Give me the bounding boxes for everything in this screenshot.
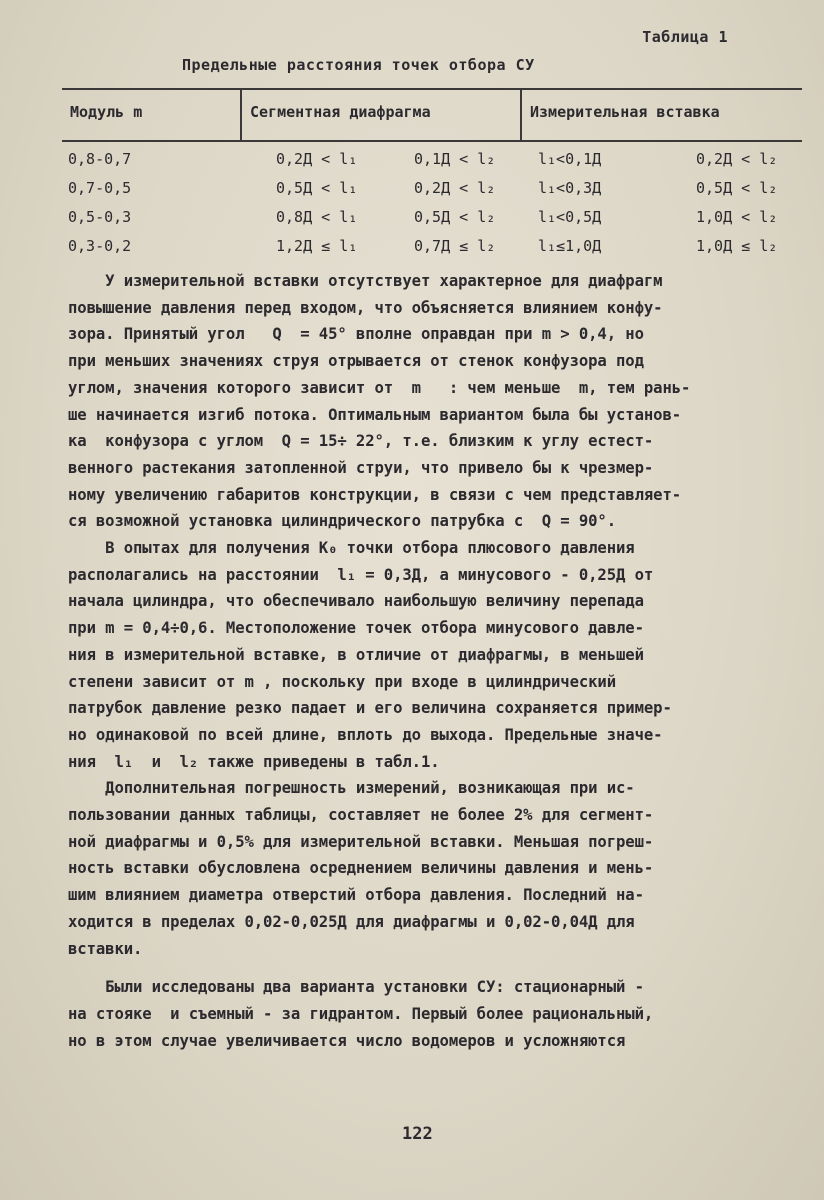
body-text — [68, 268, 798, 1054]
table-cell: 0,5Д < l₁ — [276, 179, 358, 197]
table-cell: 0,5Д < l₂ — [696, 179, 778, 197]
table-cell: 0,2Д < l₂ — [414, 179, 496, 197]
header-measuring-insert: Измерительная вставка — [520, 90, 802, 140]
table-row — [68, 179, 798, 208]
table-cell: 1,0Д ≤ l₂ — [696, 237, 778, 255]
paragraph: Дополнительная погрешность измерений, возникающая при ис- пользовании данных таблицы, составляет не более 2% для сегмент- ной диафрагмы и 0,5% для измерительной вставки. Меньшая погреш- ность вставки обусловлена осреднением величины давления и мень- шим влиянием диаметра отверстий отбора давления. Последний на- ходится в пределах 0,02-0,025Д для диафрагмы и 0,02-0,04Д для вставки. — [68, 779, 654, 958]
header-segment-diaphragm: Сегментная диафрагма — [240, 90, 520, 140]
paragraph: Были исследованы два варианта установки СУ: стационарный - на стояке и съемный - за гидрантом. Первый более рациональный, но в этом случае увеличивается число водомеров и усложняются — [68, 978, 654, 1050]
header-module: Модуль m — [70, 103, 143, 121]
table-cell: l₁<0,3Д — [538, 179, 602, 197]
table-header — [62, 88, 802, 142]
table-row — [68, 208, 798, 237]
table-cell: l₁≤1,0Д — [538, 237, 602, 255]
table-cell: l₁<0,1Д — [538, 150, 602, 168]
table-cell: 0,5Д < l₂ — [414, 208, 496, 226]
module-cell: 0,7-0,5 — [68, 179, 132, 197]
paragraph: У измерительной вставки отсутствует характерное для диафрагм повышение давления перед входом, что объясняется влиянием конфу- зора. Принятый угол Q = 45° вполне оправдан при m > 0,4, но при меньших значениях струя отрывается от стенок конфузора под углом, значения которого зависит от m : чем меньше m, тем рань- ше начинается изгиб потока. Оптимальным вариантом была бы установ- ка конфузора с углом Q = 15÷ 22°, т.е. близким к углу естест- венного растекания затопленной струи, что привело бы к чрезмер- ному увеличению габаритов конструкции, в связи с чем представляет- ся возможной установка цилиндрического патрубка с Q = 90°. — [68, 272, 691, 531]
table-cell: 1,0Д < l₂ — [696, 208, 778, 226]
module-cell: 0,5-0,3 — [68, 208, 132, 226]
table-cell: 0,8Д < l₁ — [276, 208, 358, 226]
table-title: Предельные расстояния точек отбора СУ — [182, 56, 535, 74]
module-cell: 0,8-0,7 — [68, 150, 132, 168]
table-cell: 0,2Д < l₂ — [696, 150, 778, 168]
table-row — [68, 150, 798, 179]
module-cell: 0,3-0,2 — [68, 237, 132, 255]
table-cell: 0,1Д < l₂ — [414, 150, 496, 168]
table-body — [68, 150, 798, 266]
table-cell: 1,2Д ≤ l₁ — [276, 237, 358, 255]
paragraph: В опытах для получения K₀ точки отбора плюсового давления располагались на расстоянии l₁ = 0,3Д, а минусового - 0,25Д от начала цилиндра, что обеспечивало наибольшую величину перепада при m = 0,4÷0,6. Местоположение точек отбора минусового давле- ния в измерительной вставке, в отличие от диафрагмы, в меньшей степени зависит от m , поскольку при входе в цилиндрический патрубок давление резко падает и его величина сохраняется пример- но одинаковой по всей длине, вплоть до выхода. Предельные значе- ния l₁ и l₂ также приведены в табл.1. — [68, 539, 672, 771]
table-cell: 0,7Д ≤ l₂ — [414, 237, 496, 255]
table-label: Таблица 1 — [642, 28, 728, 46]
page-number: 122 — [402, 1124, 433, 1144]
table-cell: l₁<0,5Д — [538, 208, 602, 226]
table-cell: 0,2Д < l₁ — [276, 150, 358, 168]
table-row — [68, 237, 798, 266]
